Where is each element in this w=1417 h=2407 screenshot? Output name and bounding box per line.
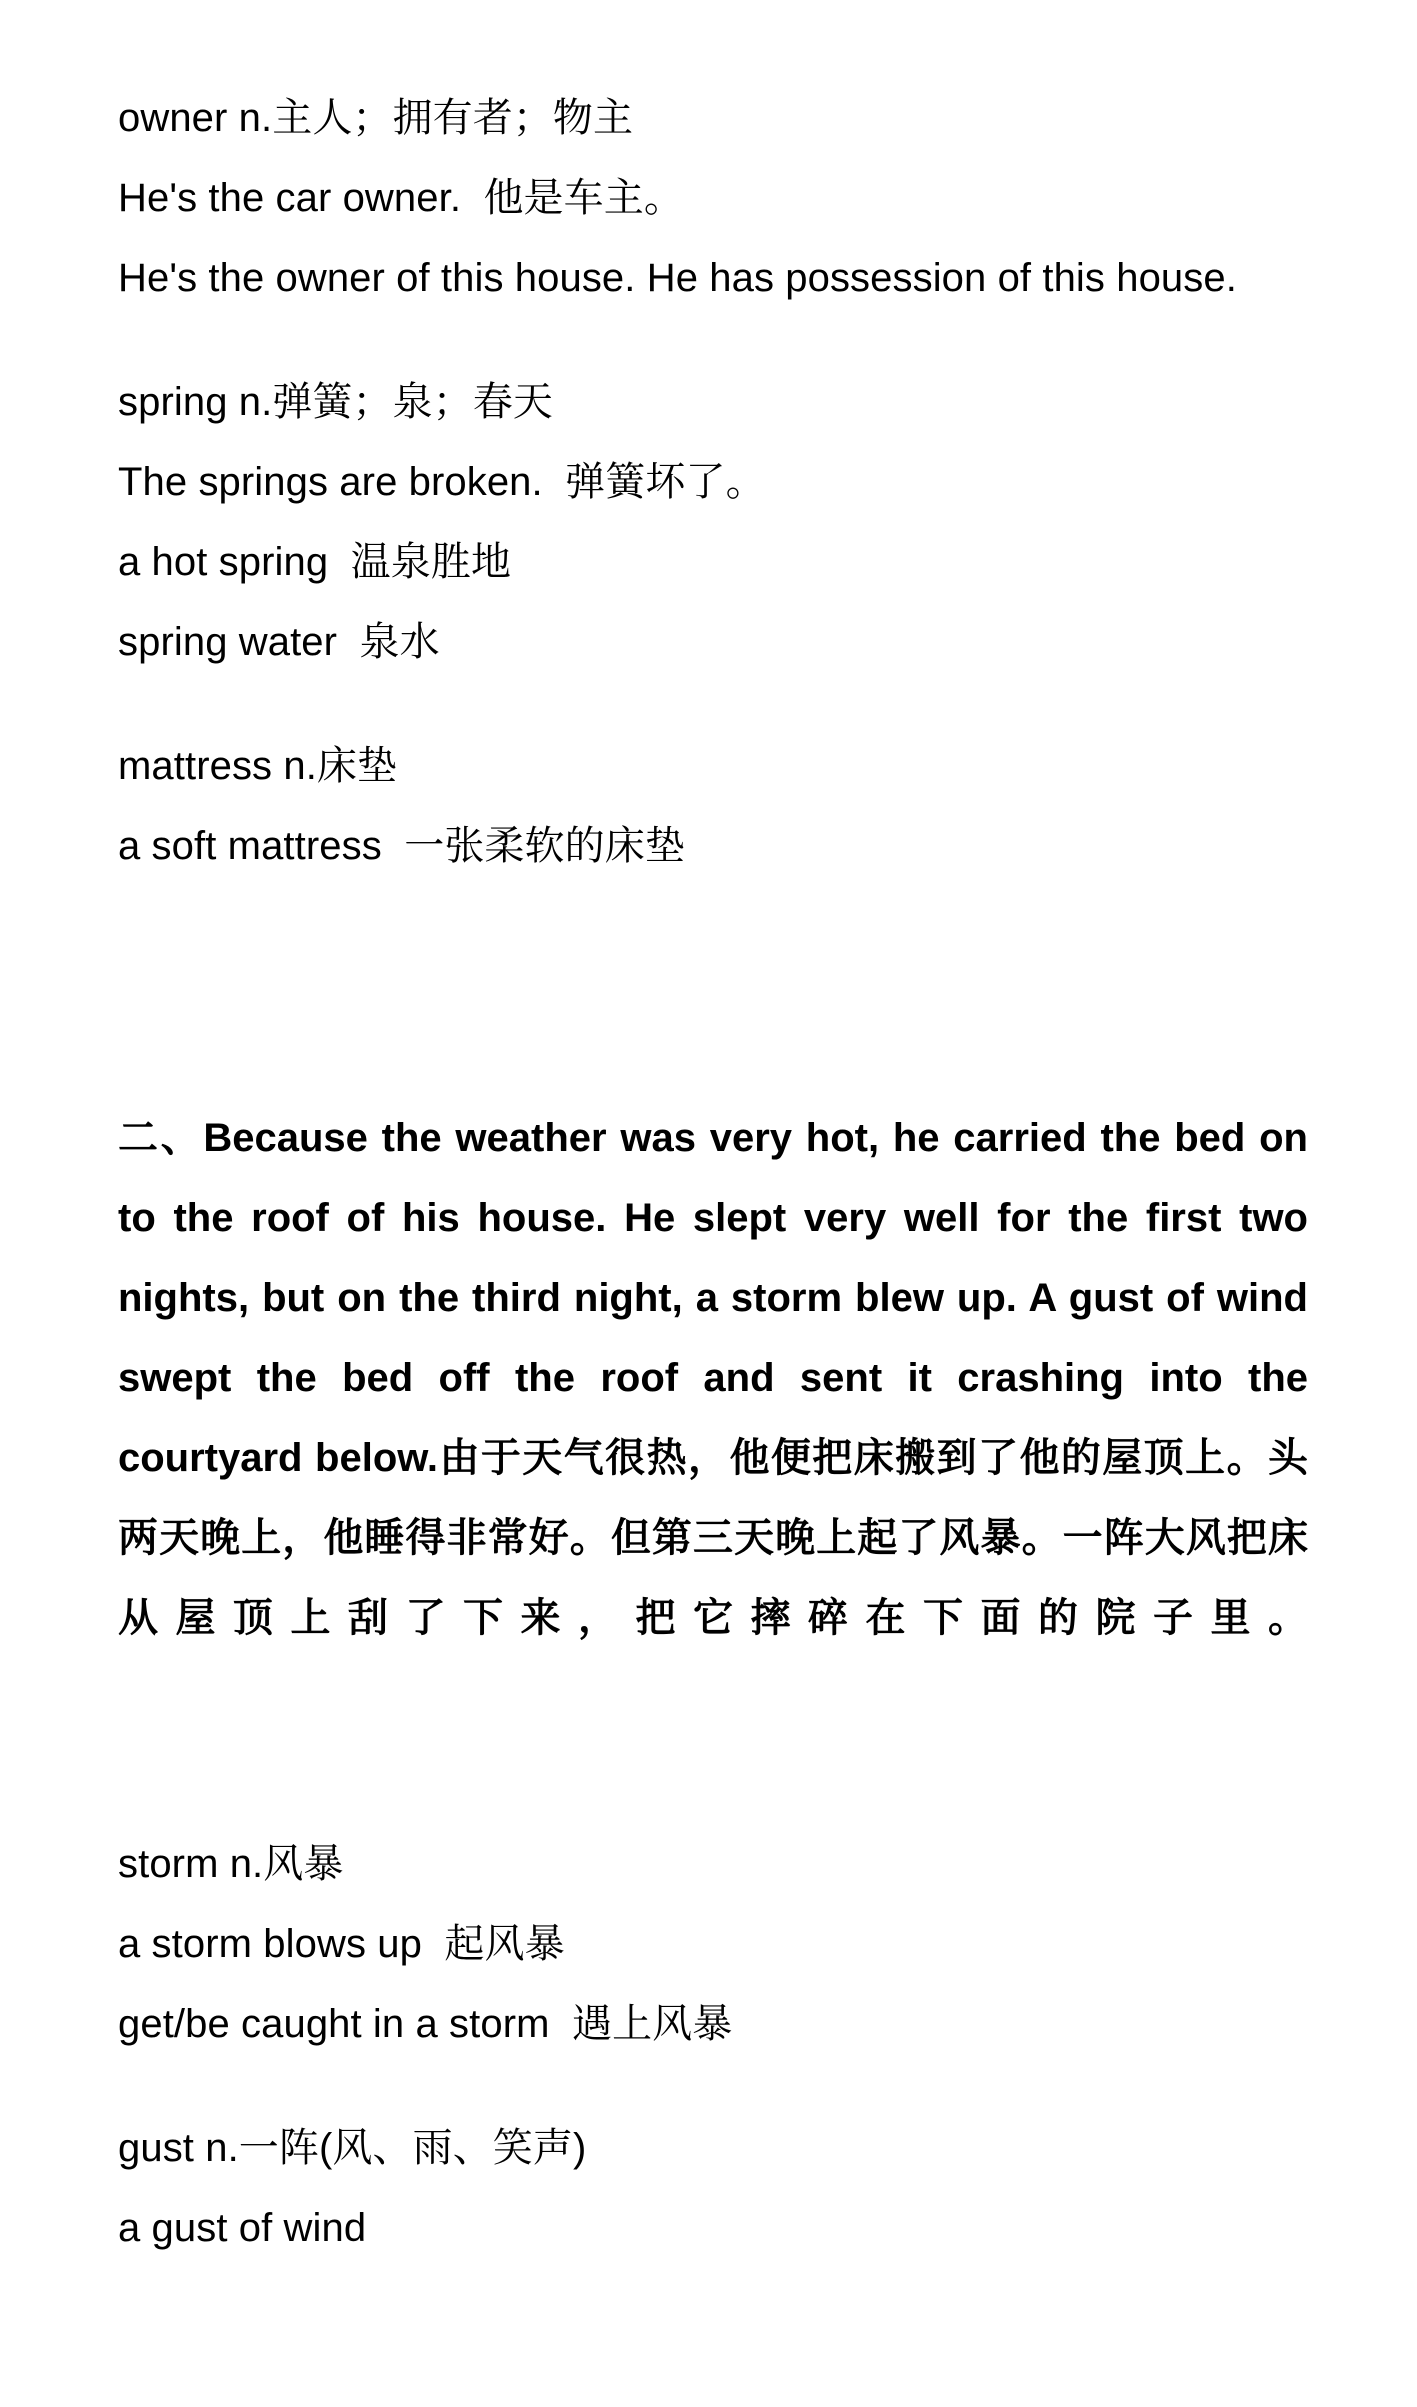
entry-example-line: get/be caught in a storm 遇上风暴: [118, 2002, 733, 2046]
section-spacer: [118, 1784, 1308, 1824]
vocab-entry-gust: [118, 2108, 1308, 2268]
entry-headword-line: owner n.主人；拥有者；物主: [118, 96, 634, 140]
entry-example-line: a hot spring 温泉胜地: [118, 540, 512, 584]
entry-headword-line: mattress n.床垫: [118, 744, 398, 788]
entry-example-line: a gust of wind: [118, 2206, 367, 2250]
entry-headword-line: gust n.一阵(风、雨、笑声): [118, 2126, 587, 2170]
passage-chinese: 由于天气很热，他便把床搬到了他的屋顶上。头两天晚上，他睡得非常好。但第三天晚上起了风暴。一阵大风把床从屋顶上刮了下来，把它摔碎在下面的院子里。: [118, 1436, 1309, 1640]
entry-example-line: He's the car owner. 他是车主。: [118, 176, 684, 220]
document-content: [118, 78, 1308, 2268]
passage-english: Because the weather was very hot, he carried the bed on to the roof of his house. He slept very well for the first two nights, but on the third night, a storm blew up. A gust of wind swept the bed off the roof and sent it crashing into the courtyard below.: [118, 1116, 1308, 1480]
entry-example-line: spring water 泉水: [118, 620, 440, 664]
vocab-entry-mattress: [118, 726, 1308, 886]
entry-headword-line: storm n.风暴: [118, 1842, 344, 1886]
vocab-entry-storm: [118, 1824, 1308, 2064]
entry-example-line: a storm blows up 起风暴: [118, 1922, 565, 1966]
entry-headword-line: spring n.弹簧；泉；春天: [118, 380, 554, 424]
entry-example-line: He's the owner of this house. He has possession of this house.: [118, 256, 1237, 300]
vocab-entry-spring: [118, 362, 1308, 682]
entry-example-line: The springs are broken. 弹簧坏了。: [118, 460, 766, 504]
entry-example-line: a soft mattress 一张柔软的床垫: [118, 824, 685, 868]
section-spacer: [118, 930, 1308, 1098]
passage-marker: 二、: [118, 1116, 204, 1160]
passage-paragraph: [118, 1098, 1308, 1738]
vocab-entry-owner: [118, 78, 1308, 318]
